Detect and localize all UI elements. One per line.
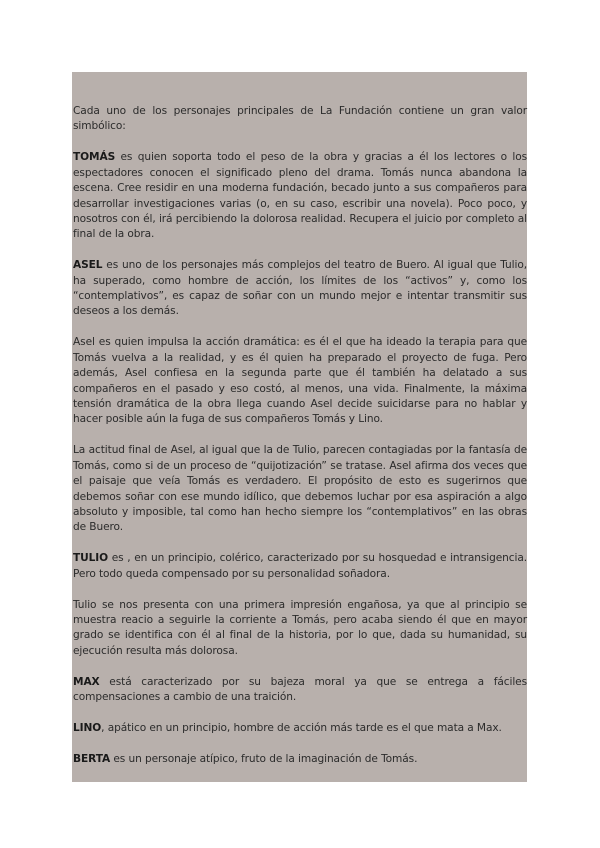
paragraph-text: está caracterizado por su bajeza moral ya que se entrega a fáciles compensaciones a cambio de una traición. xyxy=(73,675,527,704)
paragraph-text: es , en un principio, colérico, caracterizado por su hosquedad e intransigencia. Pero todo queda compensado por su personalidad soñadora. xyxy=(73,552,527,580)
paragraph-berta xyxy=(73,752,527,767)
paragraph-text: , apático en un principio, hombre de acción más tarde es el que mata a Max. xyxy=(101,722,502,734)
character-name-tulio: TULIO xyxy=(73,552,109,565)
document-body xyxy=(73,104,527,783)
paragraph-text: es quien soporta todo el peso de la obra y gracias a él los lectores o los espectadores conocen el significado pleno del drama. Tomás nunca abandona la escena. Cree residir en una moderna fundación, becado junto a sus compañeros para desarrollar investigaciones varias (o, en su caso, escribir una novela). Poco poco, y nosotros con él, irá percibiendo la dolorosa realidad. Recupera el juicio por completo al final de la obra. xyxy=(73,151,527,241)
character-name-asel: ASEL xyxy=(73,259,103,272)
paragraph-text: es uno de los personajes más complejos del teatro de Buero. Al igual que Tulio, ha superado, como hombre de acción, los límites de los “activos” y, como los “contemplativos”, es capaz de soñar con un mundo mejor e intentar transmitir sus deseos a los demás. xyxy=(73,259,527,318)
paragraph-asel-action: Asel es quien impulsa la acción dramática: es él el que ha ideado la terapia para que Tomás vuelva a la realidad, y es él quien ha preparado el proyecto de fuga. Pero además, Asel confiesa en la segunda parte que él también ha delatado a sus compañeros en el pasado y eso costó, al menos, una vida. Finalmente, la máxima tensión dramática de la obra llega cuando Asel decide suicidarse para no hablar y hacer posible aún la fuga de sus compañeros Tomás y Lino. xyxy=(73,336,527,426)
paragraph-tulio xyxy=(73,551,527,582)
character-name-max: MAX xyxy=(73,675,100,688)
paragraph-asel-final: La actitud final de Asel, al igual que la de Tulio, parecen contagiadas por la fantasía de Tomás, como si de un proceso de “quijotización” se tratase. Asel afirma dos veces que el paisaje que veía Tomás es verdadero. El propósito de esto es sugerirnos que debemos soñar con ese mundo idílico, que debemos luchar por esa aspiración a algo absoluto y imposible, tal como han hecho siempre los “contemplativos” en las obras de Buero. xyxy=(73,444,527,534)
intro-paragraph: Cada uno de los personajes principales de La Fundación contiene un gran valor simbólico: xyxy=(73,105,527,133)
paragraph-lino xyxy=(73,721,527,736)
paragraph-tulio-impression: Tulio se nos presenta con una primera impresión engañosa, ya que al principio se muestra reacio a seguirle la corriente a Tomás, pero acaba siendo él que en mayor grado se identifica con él al final de la historia, por lo que, dada su humanidad, su ejecución resulta más dolorosa. xyxy=(73,598,527,657)
character-name-tomas: TOMÁS xyxy=(73,151,116,164)
character-name-berta: BERTA xyxy=(73,752,111,765)
paragraph-asel xyxy=(73,258,527,320)
paragraph-text: es un personaje atípico, fruto de la imaginación de Tomás. xyxy=(110,752,418,765)
paragraph-max xyxy=(73,675,527,706)
character-name-lino: LINO xyxy=(73,722,102,734)
paragraph-tomas xyxy=(73,150,527,242)
